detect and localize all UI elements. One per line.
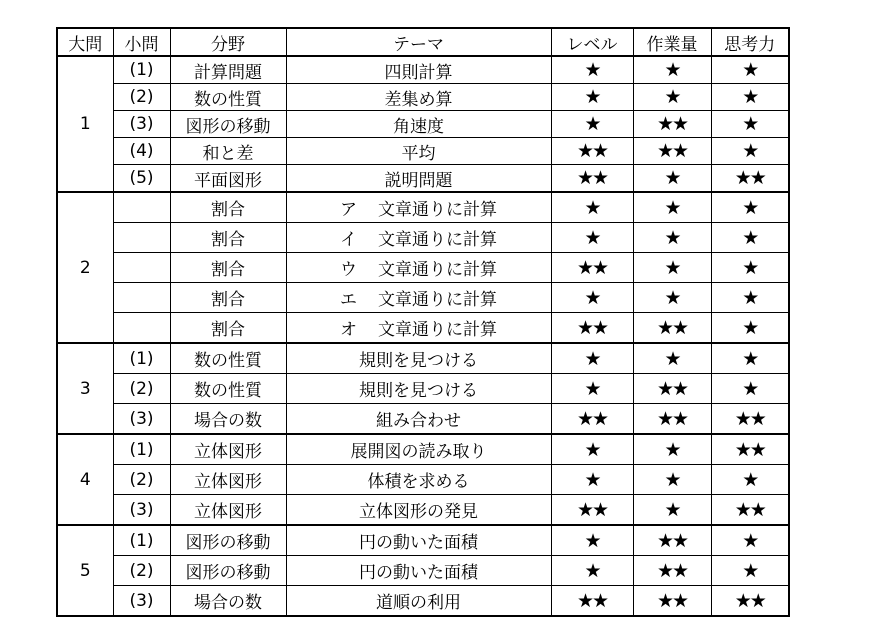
- cell-theme: 平均: [286, 138, 551, 165]
- cell-work: ★★: [633, 111, 711, 138]
- table-row: [57, 586, 789, 617]
- cell-sho: (1): [113, 434, 170, 465]
- cell-field: 計算問題: [170, 56, 286, 84]
- table-row: [57, 111, 789, 138]
- problem-analysis-table: [56, 27, 790, 617]
- cell-level: ★★: [551, 313, 633, 344]
- cell-level: ★: [551, 283, 633, 313]
- cell-sho: [113, 313, 170, 344]
- header-row: [57, 28, 789, 56]
- cell-level: ★: [551, 343, 633, 374]
- cell-level: ★★: [551, 586, 633, 617]
- cell-think: ★: [711, 56, 789, 84]
- cell-field: 割合: [170, 192, 286, 223]
- cell-think: ★: [711, 283, 789, 313]
- cell-think: ★: [711, 556, 789, 586]
- cell-theme: 円の動いた面積: [286, 525, 551, 556]
- cell-level: ★★: [551, 138, 633, 165]
- theme-label: [340, 255, 497, 280]
- cell-think: ★: [711, 223, 789, 253]
- cell-level: ★: [551, 434, 633, 465]
- cell-think: ★: [711, 253, 789, 283]
- cell-work: ★: [633, 343, 711, 374]
- cell-work: ★: [633, 283, 711, 313]
- cell-theme: [286, 223, 551, 253]
- cell-work: ★: [633, 192, 711, 223]
- cell-theme: 四則計算: [286, 56, 551, 84]
- theme-label: [340, 315, 497, 340]
- cell-sho: (2): [113, 374, 170, 404]
- cell-level: ★★: [551, 253, 633, 283]
- cell-work: ★: [633, 56, 711, 84]
- cell-field: 割合: [170, 223, 286, 253]
- cell-theme: 説明問題: [286, 165, 551, 193]
- cell-level: ★: [551, 192, 633, 223]
- cell-field: 平面図形: [170, 165, 286, 193]
- table-row: [57, 495, 789, 526]
- cell-level: ★: [551, 223, 633, 253]
- theme-letter: ア: [340, 200, 357, 220]
- cell-sho: [113, 192, 170, 223]
- theme-label: [340, 285, 497, 310]
- table-row: [57, 374, 789, 404]
- cell-work: ★★: [633, 138, 711, 165]
- cell-sho: (5): [113, 165, 170, 193]
- cell-level: ★: [551, 556, 633, 586]
- cell-level: ★★: [551, 495, 633, 526]
- cell-sho: [113, 283, 170, 313]
- table-row: [57, 192, 789, 223]
- header-dai: 大問: [57, 28, 113, 56]
- table-row: [57, 283, 789, 313]
- cell-work: ★: [633, 223, 711, 253]
- theme-letter: ウ: [340, 260, 357, 280]
- cell-level: ★★: [551, 404, 633, 435]
- theme-text: 文章通りに計算: [378, 200, 497, 220]
- cell-level: ★: [551, 525, 633, 556]
- theme-text: 文章通りに計算: [378, 290, 497, 310]
- theme-label: [340, 225, 497, 250]
- cell-field: 割合: [170, 253, 286, 283]
- cell-sho: (3): [113, 404, 170, 435]
- theme-text: 文章通りに計算: [378, 320, 497, 340]
- cell-sho: [113, 223, 170, 253]
- theme-letter: イ: [340, 230, 357, 250]
- cell-level: ★: [551, 465, 633, 495]
- cell-dai: 4: [57, 434, 113, 525]
- cell-theme: 展開図の読み取り: [286, 434, 551, 465]
- cell-think: ★: [711, 374, 789, 404]
- cell-work: ★★: [633, 404, 711, 435]
- cell-sho: (4): [113, 138, 170, 165]
- header-level: レベル: [551, 28, 633, 56]
- table-row: [57, 84, 789, 111]
- theme-text: 文章通りに計算: [378, 260, 497, 280]
- header-work: 作業量: [633, 28, 711, 56]
- cell-level: ★: [551, 84, 633, 111]
- table-row: [57, 343, 789, 374]
- cell-field: 数の性質: [170, 343, 286, 374]
- cell-think: ★: [711, 313, 789, 344]
- table-row: [57, 404, 789, 435]
- cell-think: ★★: [711, 586, 789, 617]
- cell-work: ★★: [633, 313, 711, 344]
- cell-work: ★: [633, 495, 711, 526]
- cell-dai: 5: [57, 525, 113, 616]
- cell-field: 数の性質: [170, 84, 286, 111]
- cell-think: ★★: [711, 495, 789, 526]
- theme-label: [340, 195, 497, 220]
- table-row: [57, 165, 789, 193]
- cell-sho: [113, 253, 170, 283]
- cell-work: ★★: [633, 556, 711, 586]
- table-row: [57, 525, 789, 556]
- cell-work: ★: [633, 465, 711, 495]
- table-row: [57, 556, 789, 586]
- cell-sho: (3): [113, 495, 170, 526]
- cell-theme: 体積を求める: [286, 465, 551, 495]
- cell-field: 立体図形: [170, 495, 286, 526]
- table-row: [57, 138, 789, 165]
- cell-think: ★★: [711, 434, 789, 465]
- cell-theme: 円の動いた面積: [286, 556, 551, 586]
- cell-work: ★: [633, 165, 711, 193]
- cell-dai: 1: [57, 56, 113, 192]
- cell-theme: 角速度: [286, 111, 551, 138]
- cell-sho: (2): [113, 465, 170, 495]
- cell-field: 図形の移動: [170, 111, 286, 138]
- cell-work: ★: [633, 434, 711, 465]
- cell-field: 数の性質: [170, 374, 286, 404]
- cell-theme: 道順の利用: [286, 586, 551, 617]
- cell-field: 立体図形: [170, 465, 286, 495]
- table-row: [57, 56, 789, 84]
- theme-text: 文章通りに計算: [378, 230, 497, 250]
- cell-theme: 規則を見つける: [286, 374, 551, 404]
- cell-think: ★: [711, 111, 789, 138]
- table-body: [57, 56, 789, 616]
- cell-field: 場合の数: [170, 586, 286, 617]
- cell-think: ★: [711, 138, 789, 165]
- cell-sho: (2): [113, 84, 170, 111]
- table-row: [57, 465, 789, 495]
- cell-level: ★: [551, 56, 633, 84]
- cell-field: 立体図形: [170, 434, 286, 465]
- cell-sho: (1): [113, 343, 170, 374]
- theme-letter: エ: [340, 290, 357, 310]
- cell-theme: 差集め算: [286, 84, 551, 111]
- cell-level: ★: [551, 111, 633, 138]
- cell-sho: (3): [113, 586, 170, 617]
- cell-field: 図形の移動: [170, 556, 286, 586]
- cell-sho: (1): [113, 525, 170, 556]
- cell-theme: [286, 253, 551, 283]
- theme-letter: オ: [340, 320, 357, 340]
- cell-field: 図形の移動: [170, 525, 286, 556]
- cell-level: ★: [551, 374, 633, 404]
- cell-level: ★★: [551, 165, 633, 193]
- table-row: [57, 313, 789, 344]
- cell-theme: [286, 192, 551, 223]
- cell-theme: [286, 283, 551, 313]
- cell-theme: 組み合わせ: [286, 404, 551, 435]
- cell-sho: (2): [113, 556, 170, 586]
- cell-theme: 規則を見つける: [286, 343, 551, 374]
- header-think: 思考力: [711, 28, 789, 56]
- cell-theme: 立体図形の発見: [286, 495, 551, 526]
- cell-work: ★★: [633, 525, 711, 556]
- cell-field: 割合: [170, 313, 286, 344]
- cell-work: ★★: [633, 374, 711, 404]
- cell-field: 割合: [170, 283, 286, 313]
- cell-think: ★: [711, 525, 789, 556]
- cell-field: 和と差: [170, 138, 286, 165]
- cell-dai: 2: [57, 192, 113, 343]
- cell-work: ★: [633, 84, 711, 111]
- cell-sho: (1): [113, 56, 170, 84]
- header-sho: 小問: [113, 28, 170, 56]
- cell-work: ★: [633, 253, 711, 283]
- header-field: 分野: [170, 28, 286, 56]
- cell-think: ★★: [711, 404, 789, 435]
- cell-think: ★: [711, 465, 789, 495]
- table-row: [57, 253, 789, 283]
- cell-sho: (3): [113, 111, 170, 138]
- table-row: [57, 434, 789, 465]
- cell-think: ★: [711, 343, 789, 374]
- cell-work: ★★: [633, 586, 711, 617]
- header-theme: テーマ: [286, 28, 551, 56]
- cell-theme: [286, 313, 551, 344]
- table-row: [57, 223, 789, 253]
- cell-think: ★: [711, 84, 789, 111]
- cell-think: ★★: [711, 165, 789, 193]
- cell-dai: 3: [57, 343, 113, 434]
- cell-think: ★: [711, 192, 789, 223]
- cell-field: 場合の数: [170, 404, 286, 435]
